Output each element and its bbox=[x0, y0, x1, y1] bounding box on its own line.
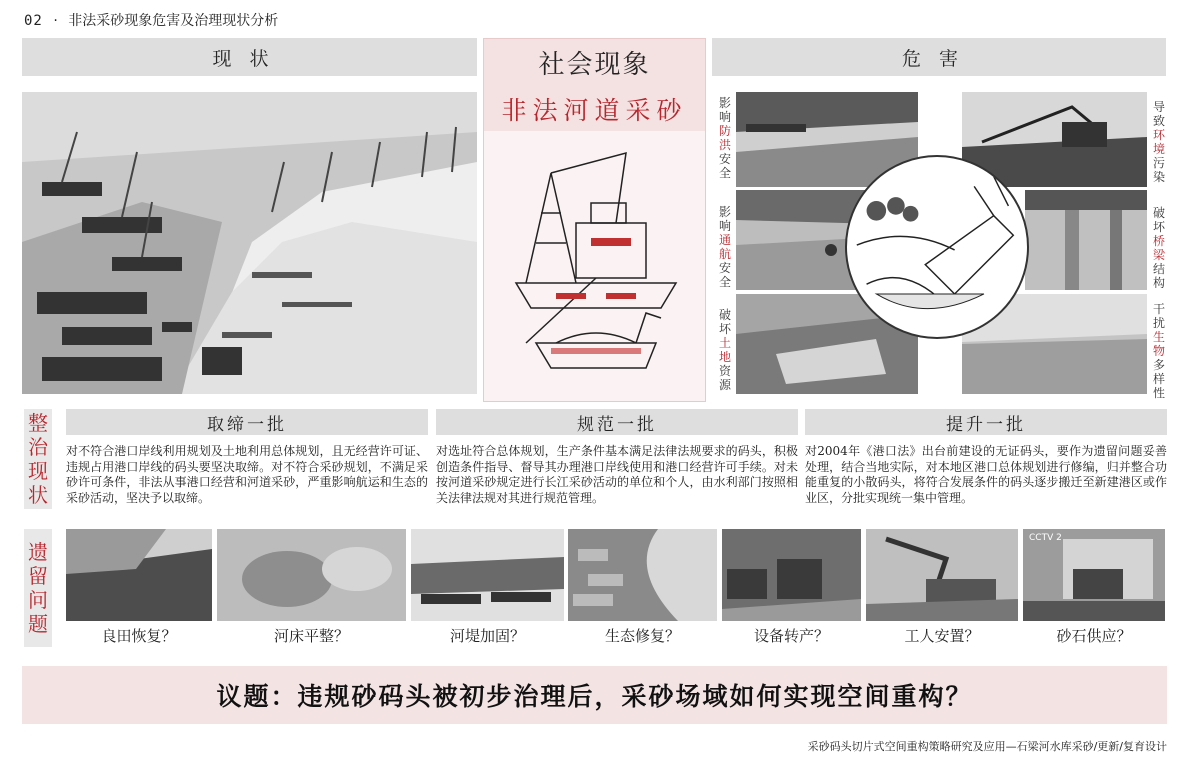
regulate-column-body: 对选址符合总体规划，生产条件基本满足法律法规要求的码头，积极创造条件指导、督导其办理港口岸线使用和港口经营许可手续。对未按河道采砂规定进行长江采砂活动的单位和个人，由水利部门按照相关法律法规对其进行规范管理。 bbox=[436, 444, 798, 505]
side-label-char: 状 bbox=[28, 483, 48, 507]
workers-photo bbox=[866, 529, 1018, 621]
side-label-char: 整 bbox=[28, 411, 48, 435]
ban-column-title: 取缔一批 bbox=[66, 409, 428, 435]
sand-supply-photo bbox=[1023, 529, 1165, 621]
harm-label-flood: 影响防洪安全 bbox=[718, 96, 731, 180]
page-number: 02 bbox=[24, 13, 43, 29]
ecology-photo bbox=[568, 529, 717, 621]
regulate-column-title: 规范一批 bbox=[436, 409, 798, 435]
bridge-structure-photo bbox=[1025, 190, 1147, 290]
farmland-photo bbox=[66, 529, 212, 621]
issue-question-banner: 议题：违规砂码头被初步治理后，采砂场域如何实现空间重构？ bbox=[22, 666, 1167, 724]
harm-label-navigation: 影响通航安全 bbox=[718, 205, 731, 289]
header-separator: · bbox=[53, 13, 58, 29]
upgrade-column-title: 提升一批 bbox=[805, 409, 1167, 435]
caption-farmland: 良田恢复？ bbox=[101, 627, 177, 645]
harm-title: 危害 bbox=[901, 47, 976, 70]
side-label-char: 问 bbox=[28, 588, 48, 612]
caption-embankment: 河堤加固？ bbox=[449, 627, 525, 645]
caption-equipment: 设备转产？ bbox=[753, 627, 829, 645]
harm-label-bridge: 破坏桥梁结构 bbox=[1152, 206, 1165, 290]
harm-label-environment: 导致环境污染 bbox=[1152, 100, 1165, 184]
caption-sand-supply: 砂石供应？ bbox=[1056, 627, 1132, 645]
page-title: 非法采砂现象危害及治理现状分析 bbox=[68, 13, 279, 29]
side-label-char: 留 bbox=[28, 564, 48, 588]
status-band bbox=[22, 38, 477, 76]
harm-band bbox=[712, 38, 1166, 76]
dredging-circle-illustration bbox=[845, 155, 1029, 339]
riverbed-photo bbox=[217, 529, 406, 621]
side-label-char: 题 bbox=[28, 612, 48, 636]
caption-workers: 工人安置？ bbox=[904, 627, 980, 645]
upgrade-column-body: 对2004年《港口法》出台前建设的无证码头，要作为遗留问题妥善处理，结合当地实际，对本地区港口总体规划进行修编，归并整合功能重复的小散码头，将符合发展条件的码头逐步搬迁至新建港区或作业区，分批实现统一集中管理。 bbox=[805, 444, 1167, 505]
side-label-char: 治 bbox=[28, 435, 48, 459]
social-phenomenon-panel bbox=[483, 38, 706, 402]
equipment-photo bbox=[722, 529, 861, 621]
legacy-side-label bbox=[24, 529, 52, 647]
status-title: 现状 bbox=[212, 47, 287, 70]
ban-column-body: 对不符合港口岸线利用规划及土地利用总体规划，且无经营许可证、违规占用港口岸线的码头要坚决取缔。对不符合采砂规划，不满足采砂许可条件，非法从事港口经营和河道采砂，严重影响航运和生态的采砂活动，坚决予以取缔。 bbox=[66, 444, 428, 505]
side-label-char: 遗 bbox=[28, 540, 48, 564]
sand-mining-port-photo bbox=[22, 92, 477, 394]
dredger-boat-illustration bbox=[496, 143, 696, 393]
footer-project-title: 采砂码头切片式空间重构策略研究及应用—石梁河水库采砂/更新/复育设计 bbox=[807, 740, 1167, 753]
page-header bbox=[24, 10, 278, 30]
caption-riverbed: 河床平整？ bbox=[273, 627, 349, 645]
cctv-logo: CCTV 2 bbox=[1029, 533, 1062, 543]
caption-ecology: 生态修复？ bbox=[604, 627, 680, 645]
governance-side-label bbox=[24, 409, 52, 509]
harm-label-land: 破坏土地资源 bbox=[718, 308, 731, 392]
illegal-mining-subtitle: 非法河道采砂 bbox=[501, 96, 688, 125]
social-phenomenon-header bbox=[484, 39, 705, 131]
harm-label-biodiversity: 干扰生物多样性 bbox=[1152, 302, 1165, 400]
embankment-photo bbox=[411, 529, 564, 621]
side-label-char: 现 bbox=[28, 459, 48, 483]
social-phenomenon-title: 社会现象 bbox=[538, 50, 651, 80]
